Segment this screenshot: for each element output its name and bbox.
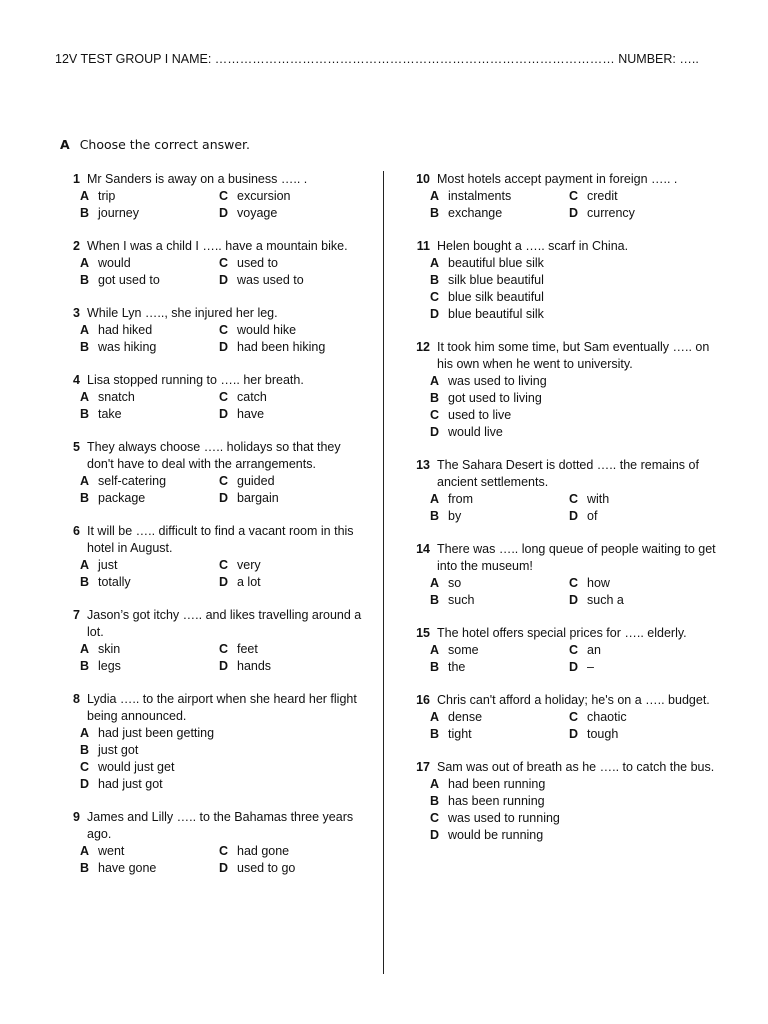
option-letter: C	[80, 760, 90, 774]
option-letter: C	[219, 323, 229, 337]
answer-option[interactable]	[80, 658, 219, 675]
option-text: just got	[98, 743, 139, 757]
left-column	[56, 171, 366, 893]
option-letter: A	[430, 256, 440, 270]
option-text: got used to living	[448, 391, 542, 405]
option-text: bargain	[237, 491, 279, 505]
answer-option[interactable]	[430, 575, 569, 592]
answer-option[interactable]	[569, 709, 719, 726]
option-letter: A	[80, 390, 90, 404]
option-letter: B	[430, 727, 440, 741]
answer-option[interactable]	[569, 508, 719, 525]
answer-option[interactable]	[219, 473, 369, 490]
question-text: When I was a child I ….. have a mountain bike.	[87, 239, 348, 253]
answer-option[interactable]	[430, 776, 716, 793]
question-text: Sam was out of breath as he ….. to catch the bus.	[437, 760, 715, 774]
answer-option[interactable]	[430, 491, 569, 508]
answer-option[interactable]	[80, 860, 219, 877]
option-letter: B	[80, 206, 90, 220]
option-letter: C	[569, 643, 579, 657]
answer-option[interactable]	[80, 339, 219, 356]
question-item	[406, 625, 716, 676]
option-text: have gone	[98, 861, 157, 875]
answer-option[interactable]	[569, 188, 719, 205]
answer-option[interactable]	[80, 389, 219, 406]
option-letter: C	[569, 189, 579, 203]
question-stem	[56, 439, 366, 473]
option-text: very	[237, 558, 261, 572]
option-text: would live	[448, 425, 503, 439]
answer-options	[80, 255, 366, 289]
question-stem	[406, 625, 716, 642]
option-text: from	[448, 492, 473, 506]
option-letter: D	[430, 425, 440, 439]
answer-option[interactable]	[430, 289, 716, 306]
option-text: of	[587, 509, 598, 523]
question-number: 16	[416, 693, 430, 707]
option-text: used to go	[237, 861, 296, 875]
question-stem	[56, 523, 366, 557]
question-stem	[406, 692, 716, 709]
option-letter: A	[80, 323, 90, 337]
option-text: was used to	[237, 273, 304, 287]
answer-option[interactable]	[430, 255, 716, 272]
question-number: 11	[416, 239, 430, 253]
question-text: Mr Sanders is away on a business ….. .	[87, 172, 308, 186]
answer-options	[430, 491, 716, 525]
option-letter: B	[80, 340, 90, 354]
answer-option[interactable]	[219, 322, 369, 339]
answer-option[interactable]	[430, 642, 569, 659]
option-text: voyage	[237, 206, 278, 220]
option-text: snatch	[98, 390, 135, 404]
option-text: went	[98, 844, 125, 858]
answer-option[interactable]	[430, 793, 716, 810]
option-letter: D	[219, 491, 229, 505]
answer-options	[80, 473, 366, 507]
answer-option[interactable]	[219, 860, 369, 877]
answer-options	[430, 255, 716, 323]
answer-option[interactable]	[430, 306, 716, 323]
option-text: would	[98, 256, 131, 270]
question-stem	[406, 541, 716, 575]
option-letter: B	[430, 593, 440, 607]
option-letter: D	[219, 861, 229, 875]
question-number: 3	[73, 306, 80, 320]
option-letter: D	[219, 407, 229, 421]
section-instruction	[60, 137, 250, 152]
option-letter: C	[219, 189, 229, 203]
option-text: just	[98, 558, 118, 572]
option-letter: A	[430, 374, 440, 388]
option-letter: D	[569, 206, 579, 220]
question-text: The Sahara Desert is dotted ….. the remains of ancient settlements.	[437, 458, 699, 489]
question-item	[56, 372, 366, 423]
option-text: was hiking	[98, 340, 157, 354]
option-text: take	[98, 407, 122, 421]
answer-options	[80, 843, 366, 877]
question-number: 5	[73, 440, 80, 454]
option-letter: B	[80, 743, 90, 757]
option-letter: B	[80, 659, 90, 673]
question-number: 14	[416, 542, 430, 556]
answer-option[interactable]	[219, 574, 369, 591]
option-text: legs	[98, 659, 121, 673]
question-stem	[56, 305, 366, 322]
answer-option[interactable]	[219, 490, 369, 507]
answer-options	[80, 322, 366, 356]
option-letter: C	[219, 474, 229, 488]
option-letter: D	[219, 273, 229, 287]
option-letter: A	[430, 576, 440, 590]
question-stem	[406, 457, 716, 491]
question-item	[56, 171, 366, 222]
question-item	[406, 171, 716, 222]
answer-option[interactable]	[80, 272, 219, 289]
answer-option[interactable]	[569, 491, 719, 508]
option-text: would hike	[237, 323, 297, 337]
option-letter: A	[430, 643, 440, 657]
answer-options	[80, 725, 366, 793]
answer-option[interactable]	[219, 339, 369, 356]
option-text: skin	[98, 642, 121, 656]
question-item	[406, 339, 716, 441]
answer-option[interactable]	[80, 843, 219, 860]
answer-option[interactable]	[430, 726, 569, 743]
answer-option[interactable]	[430, 424, 716, 441]
answer-option[interactable]	[80, 776, 366, 793]
answer-option[interactable]	[219, 389, 369, 406]
option-text: had just been getting	[98, 726, 215, 740]
question-stem	[56, 171, 366, 188]
option-letter: D	[569, 509, 579, 523]
answer-option[interactable]	[80, 255, 219, 272]
answer-option[interactable]	[219, 658, 369, 675]
option-text: got used to	[98, 273, 160, 287]
answer-option[interactable]	[80, 473, 219, 490]
option-letter: D	[569, 593, 579, 607]
question-stem	[406, 339, 716, 373]
question-number: 4	[73, 373, 80, 387]
option-text: journey	[98, 206, 139, 220]
option-letter: C	[219, 390, 229, 404]
option-letter: C	[219, 642, 229, 656]
question-text: Helen bought a ….. scarf in China.	[437, 239, 629, 253]
question-item	[56, 691, 366, 793]
question-stem	[56, 691, 366, 725]
answer-options	[430, 575, 716, 609]
answer-option[interactable]	[80, 406, 219, 423]
answer-option[interactable]	[569, 205, 719, 222]
option-text: beautiful blue silk	[448, 256, 544, 270]
option-text: had just got	[98, 777, 163, 791]
option-text: excursion	[237, 189, 291, 203]
option-letter: C	[569, 492, 579, 506]
question-item	[56, 305, 366, 356]
option-text: the	[448, 660, 466, 674]
answer-option[interactable]	[569, 726, 719, 743]
option-letter: B	[80, 273, 90, 287]
option-letter: A	[80, 642, 90, 656]
answer-option[interactable]	[569, 575, 719, 592]
answer-option[interactable]	[219, 557, 369, 574]
option-text: dense	[448, 710, 483, 724]
option-letter: C	[219, 844, 229, 858]
answer-options	[430, 642, 716, 676]
option-text: blue silk beautiful	[448, 290, 544, 304]
option-letter: B	[80, 575, 90, 589]
option-text: an	[587, 643, 601, 657]
answer-options	[430, 776, 716, 844]
option-text: would be running	[448, 828, 544, 842]
option-text: so	[448, 576, 462, 590]
option-letter: A	[80, 558, 90, 572]
answer-option[interactable]	[80, 725, 366, 742]
answer-option[interactable]	[219, 843, 369, 860]
question-number: 8	[73, 692, 80, 706]
question-number: 12	[416, 340, 430, 354]
answer-option[interactable]	[219, 272, 369, 289]
answer-option[interactable]	[430, 508, 569, 525]
option-text: has been running	[448, 794, 545, 808]
option-letter: B	[80, 407, 90, 421]
answer-options	[80, 641, 366, 675]
option-text: had been running	[448, 777, 546, 791]
option-letter: B	[430, 273, 440, 287]
option-text: with	[587, 492, 610, 506]
option-letter: D	[219, 659, 229, 673]
question-item	[56, 238, 366, 289]
answer-option[interactable]	[430, 188, 569, 205]
answer-option[interactable]	[219, 255, 369, 272]
question-text: There was ….. long queue of people waiting to get into the museum!	[437, 542, 716, 573]
option-text: had hiked	[98, 323, 153, 337]
question-text: Lydia ….. to the airport when she heard her flight being announced.	[87, 692, 357, 723]
option-letter: C	[430, 811, 440, 825]
option-letter: D	[569, 727, 579, 741]
question-text: It will be ….. difficult to find a vacant room in this hotel in August.	[87, 524, 354, 555]
option-letter: D	[430, 307, 440, 321]
question-item	[56, 607, 366, 675]
option-text: hands	[237, 659, 272, 673]
option-text: such	[448, 593, 475, 607]
option-letter: D	[569, 660, 579, 674]
option-text: credit	[587, 189, 618, 203]
option-letter: D	[219, 575, 229, 589]
question-number: 15	[416, 626, 430, 640]
question-number: 9	[73, 810, 80, 824]
option-letter: B	[430, 206, 440, 220]
option-letter: A	[430, 777, 440, 791]
option-letter: C	[430, 408, 440, 422]
option-letter: A	[80, 726, 90, 740]
option-text: some	[448, 643, 479, 657]
column-divider	[383, 171, 384, 974]
test-header: 12V TEST GROUP I NAME: …………………………………………………………………………………… NUMBER: …..	[55, 52, 699, 66]
option-letter: A	[80, 844, 90, 858]
question-item	[56, 439, 366, 507]
option-text: had gone	[237, 844, 290, 858]
question-text: James and Lilly ….. to the Bahamas three years ago.	[87, 810, 354, 841]
answer-option[interactable]	[430, 407, 716, 424]
option-text: totally	[98, 575, 131, 589]
instruction-text: Choose the correct answer.	[79, 137, 251, 152]
option-letter: D	[430, 828, 440, 842]
question-item	[406, 541, 716, 609]
option-text: a lot	[237, 575, 261, 589]
question-item	[56, 523, 366, 591]
option-letter: D	[80, 777, 90, 791]
answer-options	[80, 188, 366, 222]
option-text: have	[237, 407, 265, 421]
option-letter: A	[80, 256, 90, 270]
option-text: chaotic	[587, 710, 627, 724]
answer-option[interactable]	[80, 574, 219, 591]
answer-option[interactable]	[569, 642, 719, 659]
answer-option[interactable]	[569, 592, 719, 609]
question-number: 10	[416, 172, 430, 186]
answer-options	[430, 188, 716, 222]
option-letter: C	[569, 710, 579, 724]
answer-options	[80, 389, 366, 423]
answer-option[interactable]	[219, 188, 369, 205]
option-letter: A	[80, 474, 90, 488]
answer-option[interactable]	[80, 205, 219, 222]
answer-option[interactable]	[430, 810, 716, 827]
option-letter: B	[430, 660, 440, 674]
option-text: instalments	[448, 189, 512, 203]
question-stem	[406, 171, 716, 188]
option-text: package	[98, 491, 146, 505]
question-item	[406, 692, 716, 743]
option-letter: D	[219, 340, 229, 354]
option-letter: B	[80, 491, 90, 505]
option-letter: A	[80, 189, 90, 203]
answer-option[interactable]	[430, 659, 569, 676]
option-letter: A	[430, 710, 440, 724]
option-text: guided	[237, 474, 275, 488]
option-text: trip	[98, 189, 116, 203]
answer-options	[430, 373, 716, 441]
question-item	[406, 457, 716, 525]
question-item	[406, 759, 716, 844]
option-text: catch	[237, 390, 267, 404]
option-letter: B	[80, 861, 90, 875]
question-stem	[56, 809, 366, 843]
answer-option[interactable]	[430, 827, 716, 844]
option-text: self-catering	[98, 474, 167, 488]
question-stem	[406, 759, 716, 776]
answer-option[interactable]	[219, 406, 369, 423]
question-text: Jason’s got itchy ….. and likes travelling around a lot.	[87, 608, 362, 639]
question-text: They always choose ….. holidays so that they don't have to deal with the arrangements.	[87, 440, 341, 471]
option-letter: C	[569, 576, 579, 590]
option-letter: C	[219, 256, 229, 270]
answer-option[interactable]	[430, 592, 569, 609]
answer-option[interactable]	[80, 759, 366, 776]
option-text: was used to living	[448, 374, 547, 388]
question-number: 1	[73, 172, 80, 186]
option-text: tough	[587, 727, 619, 741]
answer-option[interactable]	[80, 742, 366, 759]
option-letter: D	[219, 206, 229, 220]
question-number: 17	[416, 760, 430, 774]
answer-option[interactable]	[80, 490, 219, 507]
question-text: While Lyn ….., she injured her leg.	[87, 306, 278, 320]
option-text: by	[448, 509, 462, 523]
answer-option[interactable]	[430, 205, 569, 222]
option-text: blue beautiful silk	[448, 307, 544, 321]
answer-option[interactable]	[430, 709, 569, 726]
option-letter: C	[430, 290, 440, 304]
option-text: how	[587, 576, 610, 590]
question-stem	[406, 238, 716, 255]
option-text: currency	[587, 206, 635, 220]
question-stem	[56, 238, 366, 255]
question-stem	[56, 607, 366, 641]
question-text: The hotel offers special prices for ….. elderly.	[437, 626, 687, 640]
answer-option[interactable]	[80, 188, 219, 205]
option-text: used to live	[448, 408, 512, 422]
option-text: feet	[237, 642, 258, 656]
right-column	[406, 171, 716, 860]
question-text: Most hotels accept payment in foreign ….. .	[437, 172, 678, 186]
option-text: such a	[587, 593, 624, 607]
question-stem	[56, 372, 366, 389]
question-text: It took him some time, but Sam eventually ….. on his own when he went to university.	[437, 340, 710, 371]
option-text: had been hiking	[237, 340, 326, 354]
answer-options	[80, 557, 366, 591]
option-text: would just get	[98, 760, 175, 774]
question-text: Chris can't afford a holiday; he's on a ….. budget.	[437, 693, 710, 707]
option-letter: B	[430, 794, 440, 808]
option-letter: A	[430, 492, 440, 506]
option-letter: A	[430, 189, 440, 203]
answer-option[interactable]	[430, 373, 716, 390]
answer-option[interactable]	[80, 557, 219, 574]
section-letter: A	[60, 137, 70, 152]
question-item	[56, 809, 366, 877]
option-letter: B	[430, 509, 440, 523]
question-number: 6	[73, 524, 80, 538]
answer-option[interactable]	[80, 322, 219, 339]
question-text: Lisa stopped running to ….. her breath.	[87, 373, 304, 387]
option-text: exchange	[448, 206, 503, 220]
answer-option[interactable]	[569, 659, 719, 676]
option-text: silk blue beautiful	[448, 273, 544, 287]
question-item	[406, 238, 716, 323]
question-number: 2	[73, 239, 80, 253]
answer-option[interactable]	[219, 641, 369, 658]
option-letter: C	[219, 558, 229, 572]
option-text: –	[587, 660, 594, 674]
option-text: used to	[237, 256, 279, 270]
option-letter: B	[430, 391, 440, 405]
option-text: tight	[448, 727, 472, 741]
answer-option[interactable]	[219, 205, 369, 222]
answer-option[interactable]	[430, 272, 716, 289]
answer-option[interactable]	[430, 390, 716, 407]
question-number: 13	[416, 458, 430, 472]
answer-options	[430, 709, 716, 743]
answer-option[interactable]	[80, 641, 219, 658]
option-text: was used to running	[448, 811, 560, 825]
question-number: 7	[73, 608, 80, 622]
